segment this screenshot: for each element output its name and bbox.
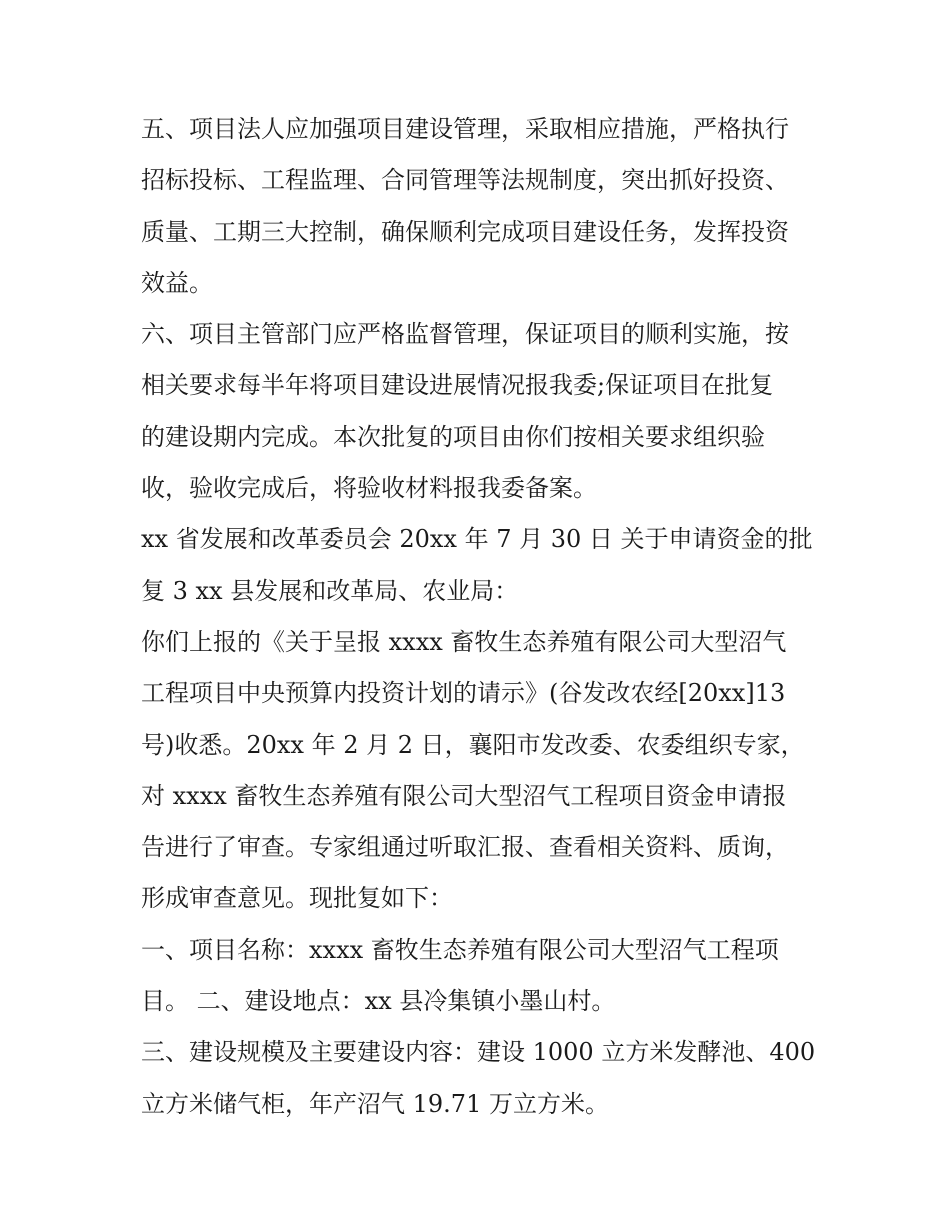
- text-line: 招标投标、工程监理、合同管理等法规制度，突出抓好投资、: [141, 166, 789, 195]
- text-line: 复 3 xx 县发展和改革局、农业局：: [141, 576, 519, 605]
- text-line: 对 xxxx 畜牧生态养殖有限公司大型沼气工程项目资金申请报: [141, 781, 787, 810]
- text-line: 号)收悉。20xx 年 2 月 2 日，襄阳市发改委、农委组织专家，: [141, 730, 805, 759]
- text-line: 三、建设规模及主要建设内容：建设 1000 立方米发酵池、400: [141, 1038, 816, 1067]
- text-line: 立方米储气柜，年产沼气 19.71 万立方米。: [141, 1089, 609, 1118]
- text-line: 相关要求每半年将项目建设进展情况报我委;保证项目在批复: [141, 371, 774, 400]
- text-line: 的建设期内完成。本次批复的项目由你们按相关要求组织验: [141, 422, 765, 451]
- text-line: 五、项目法人应加强项目建设管理，采取相应措施，严格执行: [141, 115, 789, 143]
- text-line: 工程项目中央预算内投资计划的请示》(谷发改农经[20xx]13: [141, 679, 786, 708]
- text-line: 告进行了审查。专家组通过听取汇报、查看相关资料、质询，: [141, 833, 789, 862]
- text-line: xx 省发展和改革委员会 20xx 年 7 月 30 日 关于申请资金的批: [141, 525, 813, 554]
- text-line: 六、项目主管部门应严格监督管理，保证项目的顺利实施，按: [141, 320, 789, 349]
- text-line: 效益。: [141, 268, 213, 297]
- text-line: 一、项目名称：xxxx 畜牧生态养殖有限公司大型沼气工程项: [141, 935, 779, 964]
- text-line: 形成审查意见。现批复如下：: [141, 884, 453, 913]
- text-line: 目。 二、建设地点：xx 县冷集镇小墨山村。: [141, 987, 616, 1016]
- document-body: [141, 104, 831, 1130]
- text-line: 质量、工期三大控制，确保顺利完成项目建设任务，发挥投资: [141, 217, 789, 246]
- text-line: 你们上报的《关于呈报 xxxx 畜牧生态养殖有限公司大型沼气: [141, 627, 787, 656]
- text-line: 收，验收完成后，将验收材料报我委备案。: [141, 474, 597, 503]
